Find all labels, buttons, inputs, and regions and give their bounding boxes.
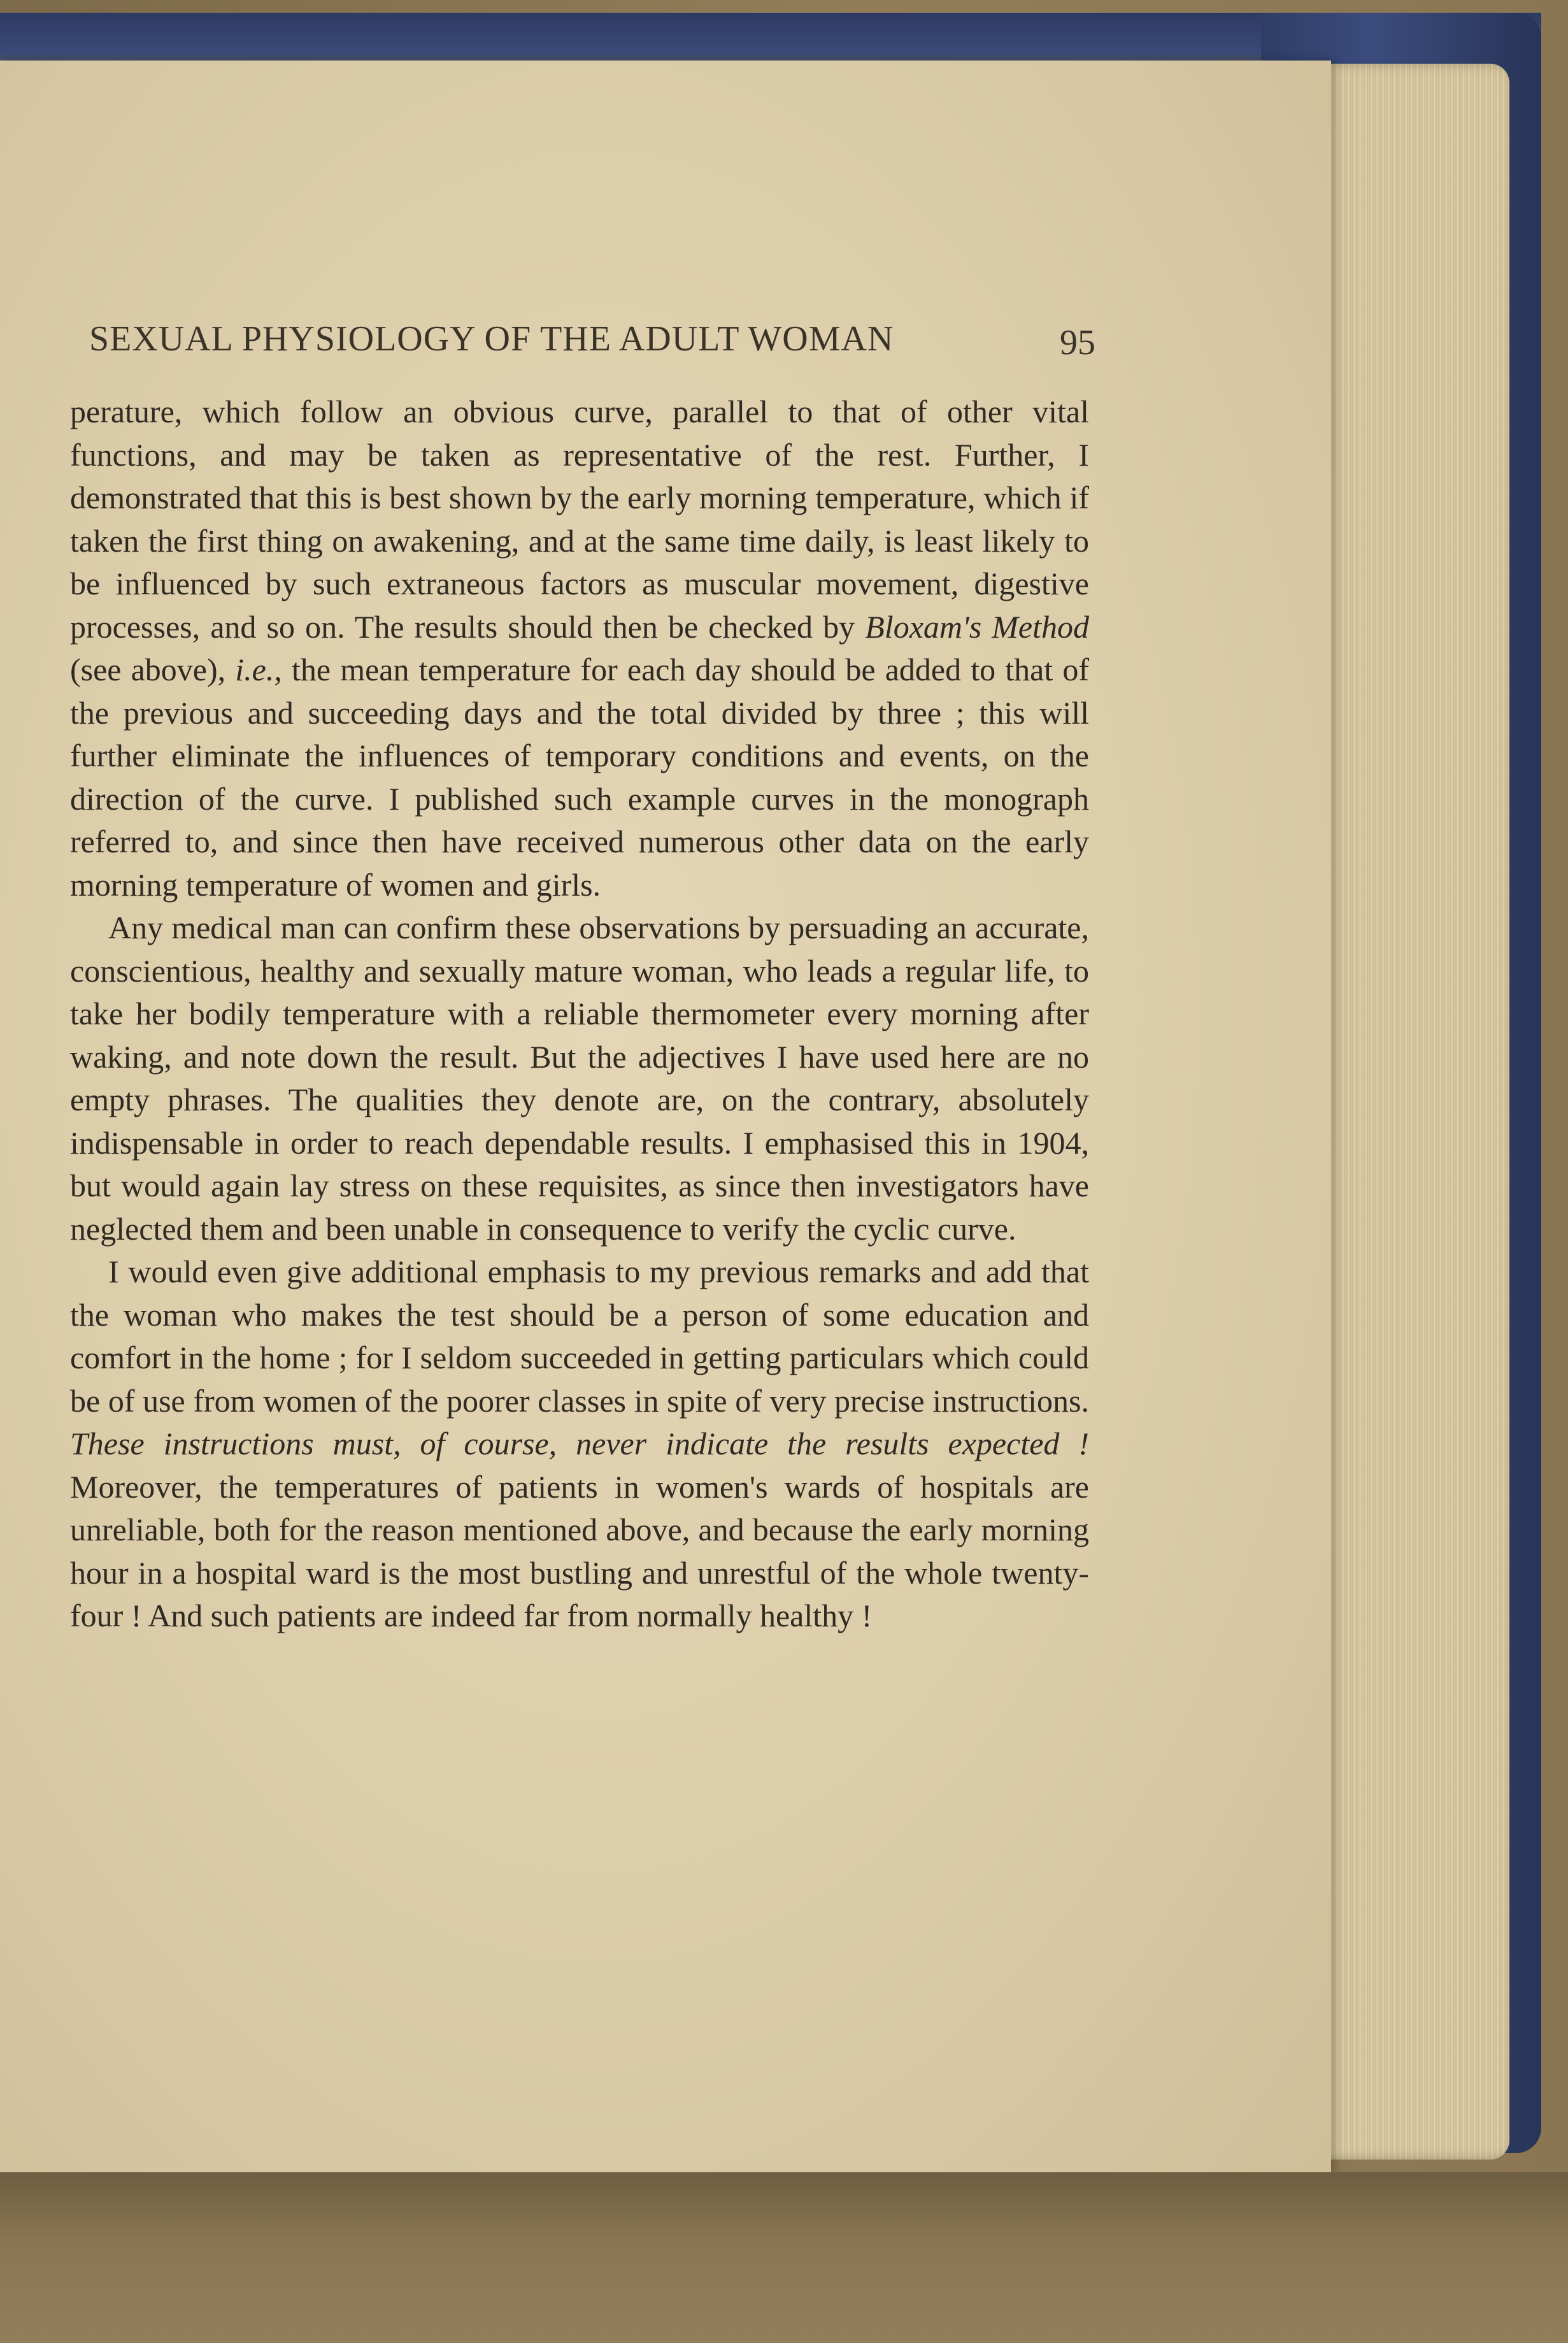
paragraph-1 xyxy=(70,390,1089,906)
paragraph-1-italic: Bloxam's Method xyxy=(865,608,1089,645)
paragraph-3-rest: Moreover, the temperatures of patients in women's wards of hospitals are unreliable, both for the reason mentioned above, and because the early morning hour in a hospital ward is the most bustling and unrestful of the whole twenty-four ! And such patients are indeed far from normally healthy ! xyxy=(70,1468,1089,1633)
paragraph-1-cont: (see above), xyxy=(70,652,226,687)
page-header xyxy=(89,319,1095,369)
paragraph-1-text: perature, which follow an obvious curve, parallel to that of other vital functions, and may be taken as representative of the rest. Further, I demonstrated that this is best shown by the early morning temperature, which if taken the first thing on awakening, and at the same time daily, is least likely to be influenced by such extraneous factors as muscular movement, digestive processes, and so on. The results should then be checked by xyxy=(70,394,1089,645)
paragraph-1-rest: , the mean temperature for each day should be added to that of the previous and succeeding days and the total divided by three ; this will further eliminate the influences of temporary conditions and events, on the direction of the curve. I published such example curves in the monograph referred to, and since then have received numerous other data on the early morning temperature of women and girls. xyxy=(70,652,1089,903)
paragraph-1-ie: i.e. xyxy=(235,652,274,687)
page-number: 95 xyxy=(1060,323,1095,362)
table-surface xyxy=(0,2172,1568,2343)
paragraph-2: Any medical man can confirm these observations by persuading an accurate, conscientious, healthy and sexually mature woman, who leads a regular life, to take her bodily temperature with a reliable thermometer every morning after waking, and note down the result. But the adjectives I have used here are no empty phrases. The qualities they denote are, on the contrary, absolutely indispensable in order to reach dependable results. I emphasised this in 1904, but would again lay stress on these requisites, as since then investigators have neglected them and been unable in consequence to verify the cyclic curve. xyxy=(70,910,1089,1247)
paragraph-3 xyxy=(70,1250,1089,1638)
paragraph-3-text: I would even give additional emphasis to my previous remarks and add that the woman who makes the test should be a person of some education and comfort in the home ; for I seldom succeeded in getting particulars which could be of use from women of the poorer classes in spite of very precise instructions. xyxy=(70,1254,1089,1419)
running-head: SEXUAL PHYSIOLOGY OF THE ADULT WOMAN xyxy=(89,319,894,359)
body-text xyxy=(70,390,1089,1638)
paragraph-3-italic: These instructions must, of course, never indicate the results expected ! xyxy=(70,1426,1089,1461)
book-page xyxy=(0,61,1331,2175)
